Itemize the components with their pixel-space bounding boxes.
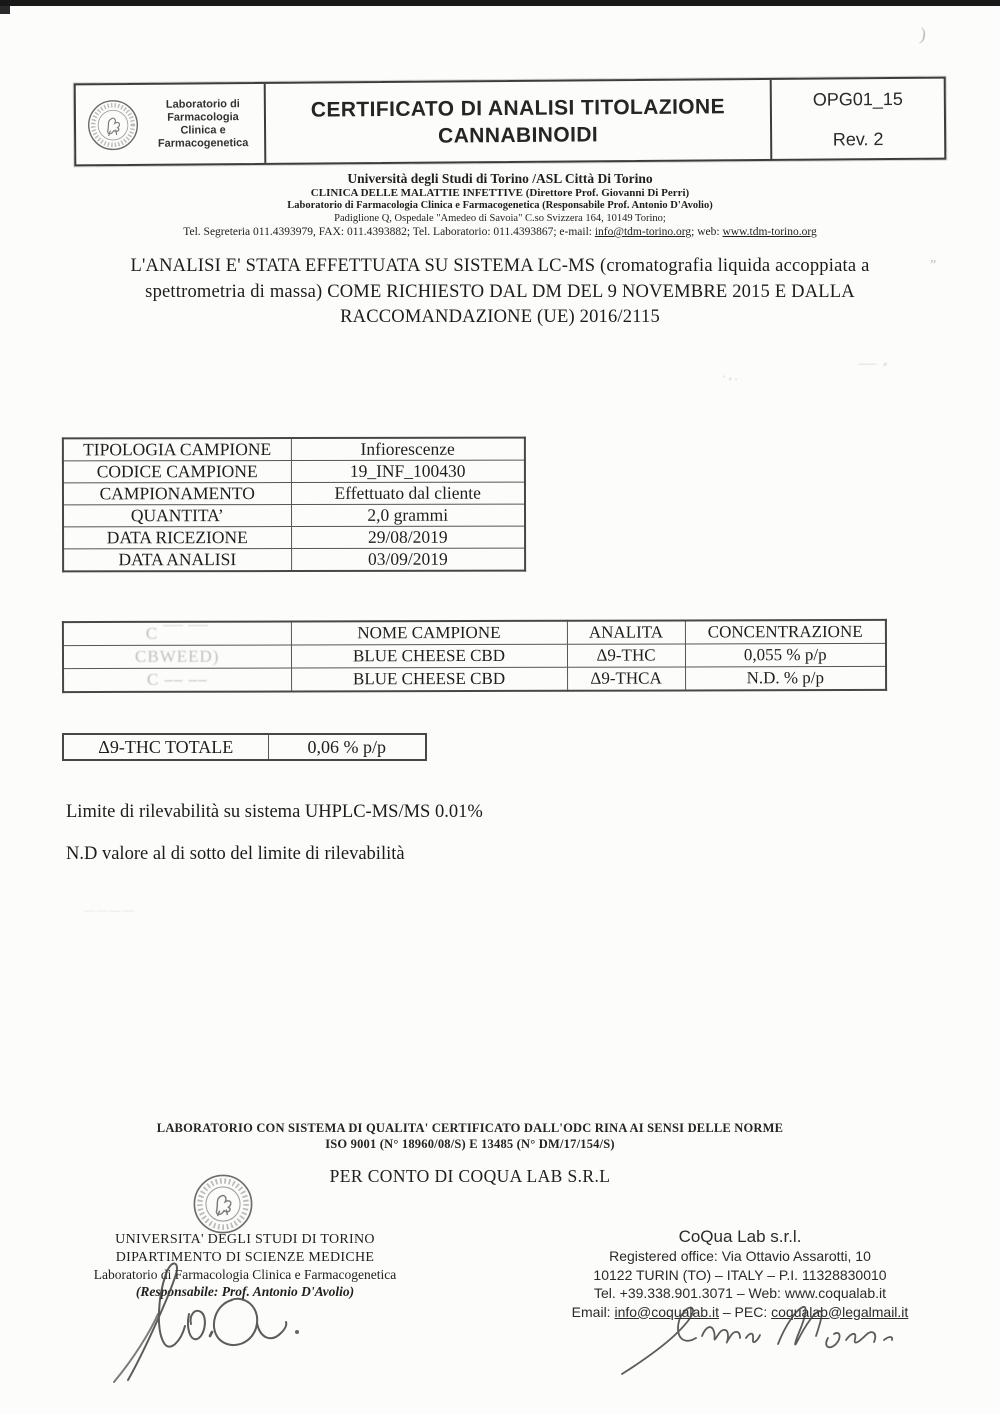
- scan-smudge: ————: [84, 905, 136, 917]
- field-label: Δ9-THC TOTALE: [63, 734, 268, 760]
- field-label: DATA RICEZIONE: [63, 527, 291, 549]
- table-row: [63, 460, 525, 483]
- signer-right-city: 10122 TURIN (TO) – ITALY – P.I. 11328830010: [593, 1266, 887, 1283]
- field-label: CAMPIONAMENTO: [63, 483, 291, 505]
- table-row: [63, 666, 886, 692]
- letterhead-lab: Laboratorio di Farmacologia Clinica e Farmacogenetica (Responsabile Prof. Antonio D'Avolio): [287, 200, 713, 211]
- table-row: [63, 548, 525, 571]
- header-logo-cell: [76, 84, 267, 164]
- signer-right-pec-link: coqualab@legalmail.it: [771, 1303, 909, 1320]
- detection-limit-note: Limite di rilevabilità su sistema UHPLC-MS/MS 0.01%: [66, 802, 483, 822]
- table-row: [63, 643, 886, 668]
- thc-total-table: [62, 733, 427, 761]
- document-code-cell: [772, 79, 945, 159]
- quality-certification: LABORATORIO CON SISTEMA DI QUALITA' CERTIFICATO DALL'ODC RINA AI SENSI DELLE NORME ISO 9001 (N° 18960/08/S) E 13485 (N° DM/17/154/S): [156, 1121, 784, 1151]
- column-header: ANALITA: [567, 620, 685, 644]
- scan-smudge: · ، .: [722, 371, 738, 383]
- sample-name: BLUE CHEESE CBD: [291, 667, 567, 691]
- field-value: 0,06 % p/p: [268, 734, 426, 760]
- letterhead-institution: Università degli Studi di Torino /ASL Città Di Torino: [347, 171, 653, 186]
- signer-left-department: DIPARTIMENTO DI SCIENZE MEDICHE: [115, 1249, 375, 1265]
- table-row: [63, 482, 525, 505]
- concentration: N.D. % p/p: [685, 666, 886, 690]
- signer-left-university: UNIVERSITA' DEGLI STUDI DI TORINO: [115, 1232, 375, 1247]
- redacted-cell: C ‾‾‾ ‾‾‾: [63, 621, 291, 645]
- header-logo-label: Laboratorio di Farmacologia Clinica e Farmacogenetica: [157, 97, 249, 150]
- field-value: 03/09/2019: [291, 548, 525, 571]
- signer-right-contacts: Tel. +39.338.901.3071 – Web: www.coqualab.it: [593, 1285, 886, 1301]
- field-value: 29/08/2019: [291, 526, 525, 548]
- document-header: [74, 77, 947, 167]
- letterhead-web-link: www.tdm-torino.org: [722, 226, 817, 238]
- signer-right-address: Registered office: Via Ottavio Assarotti, 10: [609, 1248, 871, 1264]
- scan-smudge: ): [918, 23, 928, 45]
- scan-edge-artifact: [0, 6, 10, 14]
- document-title: CERTIFICATO DI ANALISI TITOLAZIONE CANNABINOIDI: [266, 80, 773, 163]
- sample-name: BLUE CHEESE CBD: [291, 644, 567, 668]
- document-code: OPG01_15: [812, 88, 903, 110]
- signature-right: [608, 1288, 903, 1378]
- field-value: 2,0 grammi: [291, 504, 525, 526]
- signer-right-email-link: info@coqualab.it: [614, 1303, 719, 1320]
- field-label: QUANTITA’: [63, 505, 291, 527]
- letterhead-email-link: info@tdm-torino.org: [594, 226, 692, 238]
- column-header: CONCENTRAZIONE: [685, 620, 886, 644]
- redacted-cell: CBWEED): [63, 645, 291, 669]
- concentration: 0,055 % p/p: [685, 643, 886, 667]
- letterhead-address: Padiglione Q, Ospedale "Amedeo di Savoia" C.so Svizzera 164, 10149 Torino;: [334, 212, 666, 224]
- table-row: [63, 526, 525, 549]
- field-value: 19_INF_100430: [291, 460, 525, 482]
- table-row: [63, 734, 426, 760]
- scan-smudge: ”: [930, 258, 937, 273]
- signer-right-emails: Email: info@coqualab.it – PEC: coqualab@legalmail.it: [571, 1303, 909, 1320]
- letterhead-contacts: Tel. Segreteria 011.4393979, FAX: 011.4393882; Tel. Laboratorio: 011.4393867; e-mail: info@tdm-torino.org; web: www.tdm-torino.org: [183, 226, 817, 238]
- scan-edge-artifact: [0, 0, 1000, 6]
- analyte: Δ9-THC: [567, 644, 685, 667]
- analysis-statement: L'ANALISI E' STATA EFFETTUATA SU SISTEMA LC-MS (cromatografia liquida accoppiata a spettrometria di massa) COME RICHIESTO DAL DM DEL 9 NOVEMBRE 2015 E DALLA RACCOMANDAZIONE (UE) 2016/2115: [130, 256, 870, 327]
- field-label: DATA ANALISI: [63, 549, 291, 572]
- table-header-row: [63, 620, 886, 646]
- results-table: [62, 619, 887, 693]
- field-label: CODICE CAMPIONE: [63, 461, 291, 483]
- letterhead: [0, 171, 1000, 240]
- signer-right-company: CoQua Lab s.r.l.: [678, 1227, 802, 1246]
- signer-left-responsible: (Responsabile: Prof. Antonio D'Avolio): [135, 1284, 355, 1299]
- field-value: Infiorescenze: [291, 438, 525, 461]
- nd-definition-note: N.D valore al di sotto del limite di rilevabilità: [66, 844, 405, 864]
- signer-right-web-link: www.coqualab.it: [784, 1285, 886, 1301]
- per-conto-line: PER CONTO DI COQUA LAB S.R.L: [329, 1166, 611, 1186]
- signer-left-lab: Laboratorio di Farmacologia Clinica e Farmacogenetica: [93, 1267, 397, 1282]
- table-row: [63, 438, 525, 461]
- university-seal-stamp: [190, 1168, 256, 1240]
- redacted-cell: C ⎯⎯ ⎯⎯: [63, 668, 291, 692]
- field-label: TIPOLOGIA CAMPIONE: [63, 438, 291, 461]
- analyte: Δ9-THCA: [567, 667, 685, 691]
- sample-info-table: [62, 437, 526, 573]
- letterhead-clinic: CLINICA DELLE MALATTIE INFETTIVE (Direttore Prof. Giovanni Di Perri): [310, 187, 690, 199]
- signature-left: [92, 1248, 307, 1383]
- field-value: Effettuato dal cliente: [291, 482, 525, 504]
- university-seal-icon: [86, 96, 140, 152]
- document-revision: Rev. 2: [832, 129, 884, 150]
- column-header: NOME CAMPIONE: [291, 621, 567, 645]
- scan-smudge: ⸺ ⸗: [858, 358, 890, 370]
- table-row: [63, 504, 525, 527]
